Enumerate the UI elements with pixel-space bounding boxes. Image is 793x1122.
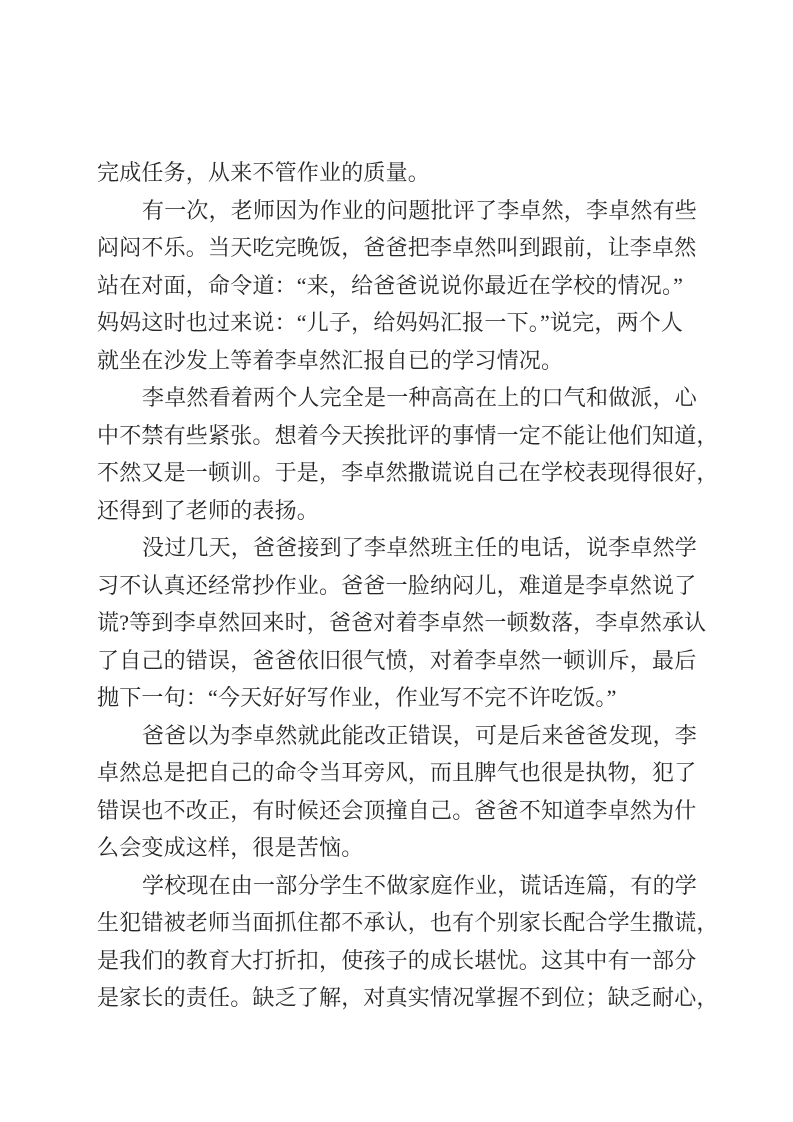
text-line: 生犯错被老师当面抓住都不承认，也有个别家长配合学生撒谎， <box>97 910 719 935</box>
text-line: 不然又是一顿训。于是，李卓然撒谎说自己在学校表现得很好， <box>97 460 719 485</box>
text-line: 爸爸以为李卓然就此能改正错误，可是后来爸爸发现，李 <box>142 722 698 748</box>
text-line: 学校现在由一部分学生不做家庭作业，谎话连篇，有的学 <box>142 872 698 898</box>
paragraph <box>97 379 719 529</box>
text-line: 李卓然看着两个人完全是一种高高在上的口气和做派，心 <box>142 385 698 410</box>
paragraph <box>97 717 703 867</box>
text-line: 中不禁有些紧张。想着今天挨批评的事情一定不能让他们知道， <box>97 422 719 448</box>
text-line: 没过几天，爸爸接到了李卓然班主任的电话，说李卓然学 <box>142 535 698 560</box>
text-line: 抛下一句：“今天好好写作业，作业写不完不许吃饭。” <box>97 685 617 710</box>
text-line: 错误也不改正，有时候还会顶撞自己。爸爸不知道李卓然为什 <box>97 797 697 823</box>
text-line: 卓然总是把自己的命令当耳旁风，而且脾气也很是执物，犯了 <box>97 760 697 785</box>
text-line: 谎?等到李卓然回来时，爸爸对着李卓然一顿数落，李卓然承认 <box>97 610 707 635</box>
text-line: 是家长的责任。缺乏了解，对真实情况掌握不到位；缺乏耐心， <box>97 985 719 1010</box>
document-body <box>97 154 719 1017</box>
text-line: 闷闷不乐。当天吃完晚饭，爸爸把李卓然叫到跟前，让李卓然 <box>97 235 697 260</box>
paragraph <box>97 154 703 192</box>
text-line: 站在对面，命令道：“来，给爸爸说说你最近在学校的情况。” <box>97 272 684 298</box>
text-line: 完成任务，从来不管作业的质量。 <box>97 160 431 185</box>
paragraph <box>97 192 703 380</box>
text-line: 是我们的教育大打折扣，使孩子的成长堪忧。这其中有一部分 <box>97 947 697 973</box>
text-line: 就坐在沙发上等着李卓然汇报自已的学习情况。 <box>97 347 564 373</box>
text-line: 么会变成这样，很是苦恼。 <box>97 835 364 860</box>
text-line: 习不认真还经常抄作业。爸爸一脸纳闷儿，难道是李卓然说了 <box>97 572 697 598</box>
paragraph <box>97 529 707 717</box>
text-line: 妈妈这时也过来说：“儿子，给妈妈汇报一下。”说完，两个人 <box>97 310 684 335</box>
text-line: 有一次，老师因为作业的问题批评了李卓然，李卓然有些 <box>142 197 698 223</box>
text-line: 还得到了老师的表扬。 <box>97 497 320 523</box>
text-line: 了自己的错误，爸爸依旧很气愤，对着李卓然一顿训斥，最后 <box>97 647 697 673</box>
paragraph <box>97 867 719 1017</box>
